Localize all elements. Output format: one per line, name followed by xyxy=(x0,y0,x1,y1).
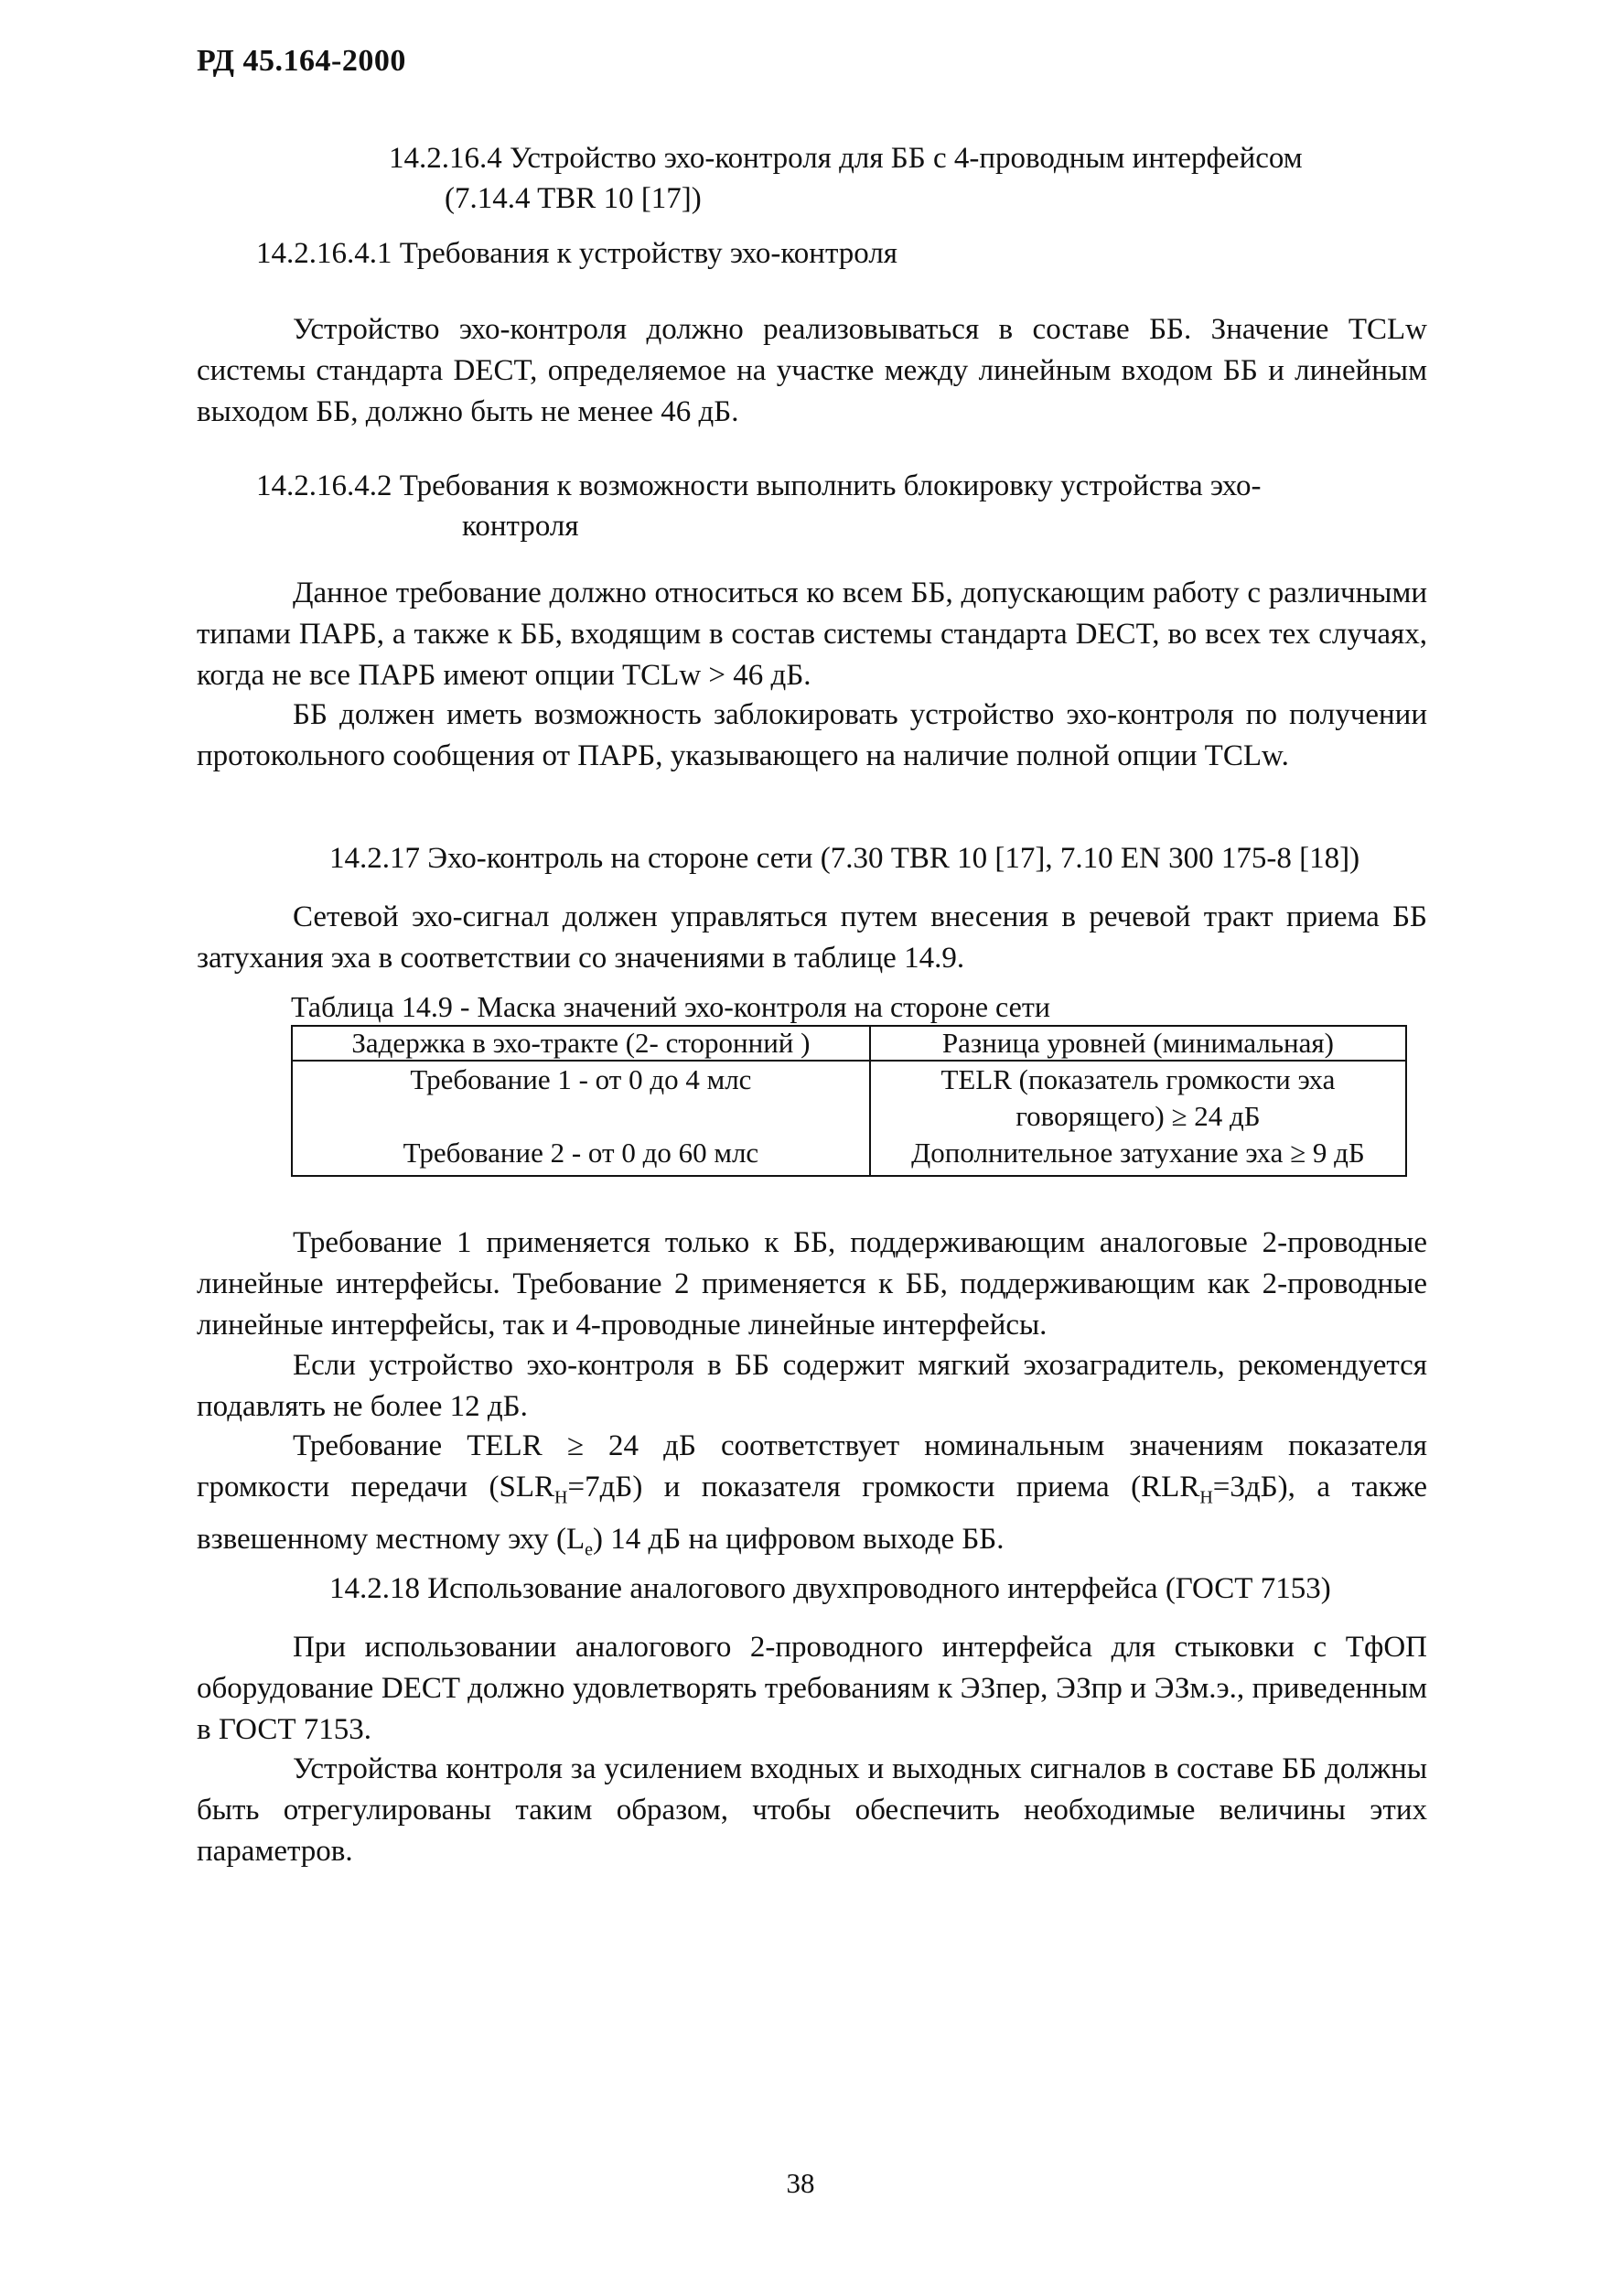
subscript-h-1: H xyxy=(554,1487,568,1508)
table-header-delay: Задержка в эхо-тракте (2- сторонний ) xyxy=(292,1026,870,1061)
section-14-2-18-title: 14.2.18 Использование аналогового двухпроводного интерфейса (ГОСТ 7153) xyxy=(329,1572,1331,1605)
document-code: РД 45.164-2000 xyxy=(197,44,406,78)
paragraph-3-text-c: =3дБ), а также взвешенному местному эху (L xyxy=(197,1471,1427,1556)
table-cell-requirements xyxy=(292,1061,870,1176)
paragraph-3-text-a: Требование TELR ≥ 24 дБ соответствует номинальным значениям показателя громкости передачи (SLR xyxy=(197,1429,1427,1504)
paragraph-3-text-d: ) 14 дБ на цифровом выходе ББ. xyxy=(593,1522,1005,1556)
requirement-2: Требование 2 - от 0 до 60 млс xyxy=(403,1137,759,1169)
after-table-paragraph-3 xyxy=(197,1426,1427,1570)
section-14-2-16-4-title-ref: (7.14.4 TBR 10 [17]) xyxy=(445,182,702,215)
table-header-level-difference: Разница уровней (минимальная) xyxy=(870,1026,1406,1061)
requirement-2-value: Дополнительное затухание эха ≥ 9 дБ xyxy=(911,1137,1365,1169)
section-14-2-18-body1: При использовании аналогового 2-проводного интерфейса для стыковки с ТфОП оборудование DECT должно удовлетворять требованиям к ЭЗпер, ЭЗпр и ЭЗм.э., приведенным в ГОСТ 7153. xyxy=(197,1631,1427,1746)
section-14-2-17-title: 14.2.17 Эхо-контроль на стороне сети (7.30 TBR 10 [17], 7.10 EN 300 175-8 [18]) xyxy=(329,842,1360,875)
subscript-h-2: H xyxy=(1199,1487,1213,1508)
section-14-2-16-4-1-title: 14.2.16.4.1 Требования к устройству эхо-контроля xyxy=(256,237,897,270)
echo-control-mask-table xyxy=(291,1025,1407,1177)
section-14-2-16-4-title: 14.2.16.4 Устройство эхо-контроля для ББ с 4-проводным интерфейсом xyxy=(389,142,1303,175)
section-14-2-16-4-2-body1: Данное требование должно относиться ко всем ББ, допускающим работу с различными типами ПАРБ, а также к ББ, входящим в состав системы стандарта DECT, во всех тех случаях, когда не все ПАРБ имеют опции TCLw > 46 дБ. xyxy=(197,577,1427,692)
table-cell-values xyxy=(870,1061,1406,1176)
section-14-2-16-4-2-title: 14.2.16.4.2 Требования к возможности выполнить блокировку устройства эхо- xyxy=(256,469,1262,502)
section-14-2-17-body: Сетевой эхо-сигнал должен управляться путем внесения в речевой тракт приема ББ затухания эха в соответствии со значениями в таблице 14.9. xyxy=(197,900,1427,975)
section-14-2-16-4-2-body2: ББ должен иметь возможность заблокировать устройство эхо-контроля по получении протокольного сообщения от ПАРБ, указывающего на наличие полной опции TCLw. xyxy=(197,698,1427,772)
table-caption: Таблица 14.9 - Маска значений эхо-контроля на стороне сети xyxy=(291,990,1050,1023)
requirement-1: Требование 1 - от 0 до 4 млс xyxy=(410,1063,752,1095)
subscript-e: e xyxy=(585,1539,594,1560)
after-table-paragraph-1: Требование 1 применяется только к ББ, поддерживающим аналоговые 2-проводные линейные интерфейсы. Требование 2 применяется к ББ, поддерживающим как 2-проводные линейные интерфейсы, так и 4-проводные линейные интерфейсы. xyxy=(197,1226,1427,1342)
section-14-2-18-body2: Устройства контроля за усилением входных и выходных сигналов в составе ББ должны быть отрегулированы таким образом, чтобы обеспечить необходимые величины этих параметров. xyxy=(197,1752,1427,1868)
paragraph-3-text-b: =7дБ) и показателя громкости приема (RLR xyxy=(567,1471,1200,1504)
after-table-paragraph-2: Если устройство эхо-контроля в ББ содержит мягкий эхозаградитель, рекомендуется подавлять не более 12 дБ. xyxy=(197,1349,1427,1423)
section-14-2-16-4-2-title-cont: контроля xyxy=(462,510,579,543)
requirement-1-value: TELR (показатель громкости эха говорящего) ≥ 24 дБ xyxy=(940,1063,1336,1132)
section-14-2-16-4-1-body: Устройство эхо-контроля должно реализовываться в составе ББ. Значение TCLw системы стандарта DECT, определяемое на участке между линейным входом ББ и линейным выходом ББ, должно быть не менее 46 дБ. xyxy=(197,313,1427,428)
page-number: 38 xyxy=(786,2167,815,2199)
